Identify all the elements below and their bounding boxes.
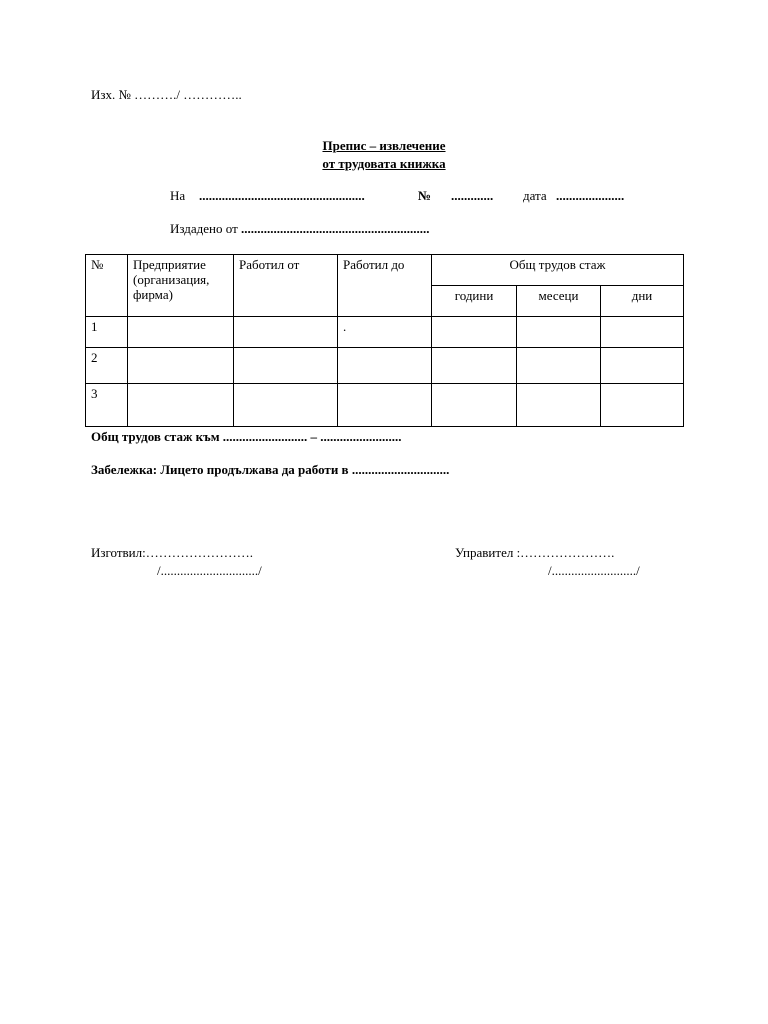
row-company: [128, 348, 234, 384]
header-months: месеци: [517, 286, 601, 317]
row-years: [432, 384, 517, 427]
header-worked-from: Работил от: [234, 255, 338, 317]
row-company: [128, 384, 234, 427]
row-years: [432, 317, 517, 348]
header-worked-to: Работил до: [338, 255, 432, 317]
table-row: [86, 384, 684, 427]
row-days: [601, 348, 684, 384]
date-blank: .....................: [556, 188, 625, 203]
total-service-line: Общ трудов стаж към .......................... – .........................: [91, 429, 402, 444]
manager-signature: Управител :………………….: [455, 545, 615, 560]
row-days: [601, 317, 684, 348]
row-worked-from: [234, 348, 338, 384]
header-total-service: Общ трудов стаж: [432, 255, 684, 286]
manager-name: /........................../: [548, 563, 640, 578]
prepared-by-name: /............................../: [157, 563, 262, 578]
number-blank: .............: [451, 188, 494, 203]
outgoing-ref-number: Изх. № ………./ …………..: [91, 87, 242, 102]
row-num: 2: [86, 348, 128, 384]
table-row: [86, 348, 684, 384]
row-worked-from: [234, 384, 338, 427]
header-days: дни: [601, 286, 684, 317]
row-years: [432, 348, 517, 384]
table-header-row: [86, 255, 684, 286]
row-company: [128, 317, 234, 348]
header-years: години: [432, 286, 517, 317]
row-worked-to: .: [338, 317, 432, 348]
recipient-label: На: [170, 188, 186, 203]
employment-extract-table: [85, 254, 684, 427]
row-worked-to: [338, 384, 432, 427]
row-months: [517, 384, 601, 427]
header-company: Предприятие (организация, фирма): [128, 255, 234, 317]
table-row: [86, 317, 684, 348]
recipient-blank: ...................................................: [199, 188, 365, 203]
date-label: дата: [523, 188, 547, 203]
document-subtitle: от трудовата книжка: [322, 156, 446, 171]
row-num: 1: [86, 317, 128, 348]
row-months: [517, 348, 601, 384]
row-worked-from: [234, 317, 338, 348]
row-num: 3: [86, 384, 128, 427]
issued-by-label: Издадено от: [170, 221, 238, 236]
issued-by-blank: ..........................................................: [241, 221, 430, 236]
issued-by-line: [170, 221, 430, 237]
row-months: [517, 317, 601, 348]
header-num: №: [86, 255, 128, 317]
prepared-by-signature: Изготвил:…………………….: [91, 545, 253, 560]
document-title: Препис – извлечение: [322, 138, 446, 153]
row-days: [601, 384, 684, 427]
number-label: №: [418, 188, 432, 203]
row-worked-to: [338, 348, 432, 384]
note-line: Забележка: Лицето продължава да работи в ..............................: [91, 462, 450, 477]
